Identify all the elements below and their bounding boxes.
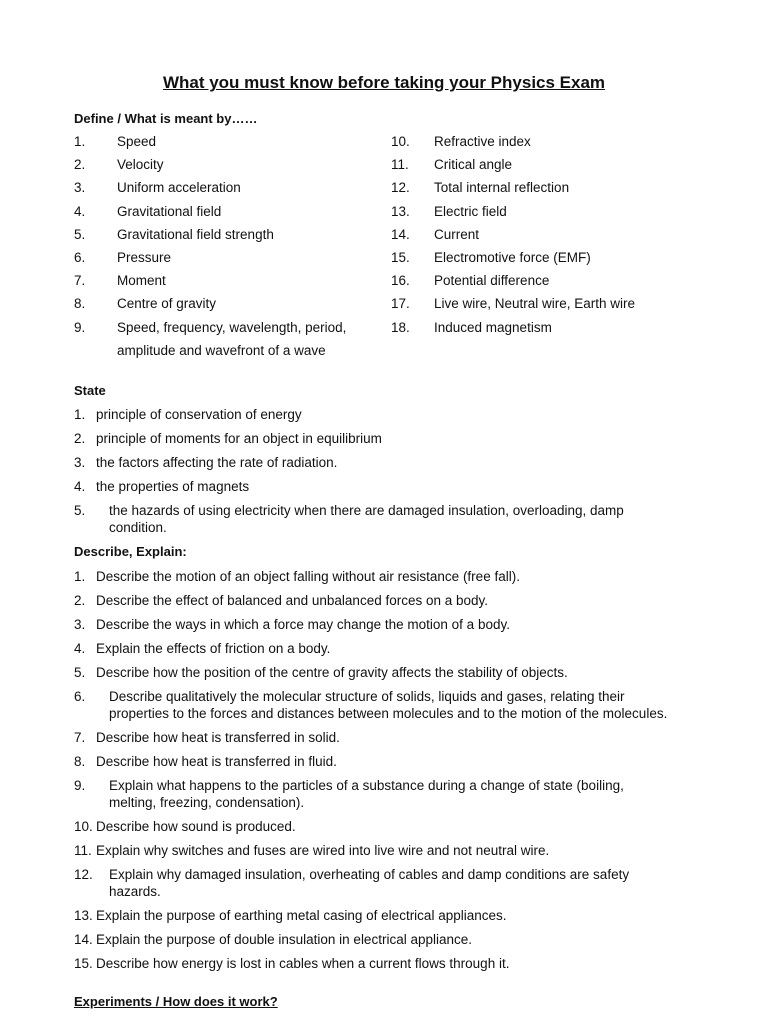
item-number: 17. (391, 296, 410, 312)
item-number: 2. (74, 593, 86, 608)
item-text: Gravitational field (117, 203, 222, 219)
item-number: 8. (74, 296, 86, 312)
item-text: Explain the effects of friction on a body. (96, 641, 331, 656)
list-item (74, 842, 674, 859)
item-number: 12. (391, 180, 410, 196)
item-text: Electric field (434, 203, 507, 219)
list-item (74, 406, 674, 423)
item-text: Pressure (117, 250, 172, 266)
item-number: 12. (74, 867, 93, 882)
item-number: 2. (74, 157, 86, 173)
define-item (391, 223, 691, 246)
page-title: What you must know before taking your Physics Exam (162, 73, 606, 92)
define-item (74, 292, 384, 315)
list-item (74, 592, 674, 609)
experiments-heading: Experiments / How does it work? (74, 994, 278, 1009)
item-text: Current (434, 226, 480, 242)
list-item (74, 640, 674, 657)
item-text: Explain why damaged insulation, overheating of cables and damp conditions are safety hazards. (109, 867, 630, 899)
define-item (74, 130, 384, 153)
list-item (74, 616, 674, 633)
list-item (74, 664, 674, 681)
state-heading: State (74, 383, 106, 398)
item-text: the properties of magnets (96, 479, 250, 494)
item-number: 15. (391, 250, 410, 266)
item-text: Describe how sound is produced. (96, 819, 296, 834)
item-text: Speed (117, 134, 157, 149)
item-text: Electromotive force (EMF) (434, 250, 591, 266)
list-item (74, 777, 674, 811)
item-number: 11. (391, 157, 409, 173)
define-item (74, 200, 384, 223)
item-number: 3. (74, 180, 86, 196)
define-heading: Define / What is meant by…… (74, 111, 258, 126)
item-text: Describe how energy is lost in cables when a current flows through it. (96, 956, 510, 971)
item-text: Gravitational field strength (117, 226, 274, 242)
list-item (74, 454, 674, 471)
item-text: Refractive index (434, 134, 531, 149)
define-list-left (74, 130, 384, 362)
item-number: 4. (74, 479, 86, 494)
item-text: Describe qualitatively the molecular structure of solids, liquids and gases, relating their properties to the forces and distances between molecules and to the motion of the molecules. (109, 689, 668, 721)
item-text: Describe how heat is transferred in solid. (96, 730, 340, 745)
list-item (74, 430, 674, 447)
item-number: 2. (74, 431, 86, 446)
item-text: Explain why switches and fuses are wired into live wire and not neutral wire. (96, 843, 550, 858)
item-number: 3. (74, 617, 86, 632)
item-number: 9. (74, 319, 86, 335)
item-text: Explain what happens to the particles of a substance during a change of state (boiling, melting, freezing, condensation). (109, 778, 624, 810)
item-number: 9. (74, 778, 86, 793)
item-number: 5. (74, 665, 86, 680)
item-number: 7. (74, 730, 86, 745)
item-text: Describe how the position of the centre of gravity affects the stability of objects. (96, 665, 568, 680)
item-number: 4. (74, 203, 86, 219)
list-item (74, 955, 674, 972)
item-text: Speed, frequency, wavelength, period, amplitude and wavefront of a wave (117, 319, 347, 358)
item-text: Uniform acceleration (117, 180, 241, 196)
define-item (391, 176, 691, 199)
item-number: 5. (74, 226, 86, 242)
item-number: 11. (74, 843, 92, 858)
item-number: 7. (74, 273, 86, 289)
list-item (74, 502, 674, 536)
item-text: Live wire, Neutral wire, Earth wire (434, 296, 636, 312)
item-number: 14. (74, 932, 93, 947)
define-item (74, 246, 384, 269)
item-text: principle of conservation of energy (96, 407, 302, 422)
item-text: the factors affecting the rate of radiation. (96, 455, 338, 470)
describe-list (74, 568, 674, 979)
define-item (391, 153, 691, 176)
list-item (74, 568, 674, 585)
define-item (74, 176, 384, 199)
define-list-right (391, 130, 691, 339)
item-number: 18. (391, 319, 410, 335)
item-number: 8. (74, 754, 86, 769)
define-item (74, 153, 384, 176)
item-text: the hazards of using electricity when there are damaged insulation, overloading, damp condition. (109, 503, 624, 535)
item-text: Describe the effect of balanced and unbalanced forces on a body. (96, 593, 489, 608)
list-item (74, 688, 674, 722)
define-item (391, 269, 691, 292)
item-number: 3. (74, 455, 86, 470)
item-text: Critical angle (434, 157, 513, 173)
item-number: 1. (74, 569, 86, 584)
item-number: 15. (74, 956, 93, 971)
list-item (74, 866, 674, 900)
define-item (391, 130, 691, 153)
item-number: 10. (74, 819, 93, 834)
item-number: 13. (74, 908, 93, 923)
item-text: Explain the purpose of earthing metal casing of electrical appliances. (96, 908, 507, 923)
item-text: Describe the motion of an object falling without air resistance (free fall). (96, 569, 520, 584)
item-number: 6. (74, 689, 86, 704)
list-item (74, 478, 674, 495)
item-number: 16. (391, 273, 410, 289)
define-item (391, 292, 691, 315)
define-item (74, 316, 384, 362)
list-item (74, 753, 674, 770)
item-number: 1. (74, 134, 86, 149)
item-number: 10. (391, 134, 410, 149)
list-item (74, 729, 674, 746)
list-item (74, 907, 674, 924)
describe-heading: Describe, Explain: (74, 544, 187, 559)
item-text: Velocity (117, 157, 164, 173)
define-item (391, 246, 691, 269)
item-text: Induced magnetism (434, 319, 552, 335)
item-number: 4. (74, 641, 86, 656)
item-text: Describe how heat is transferred in fluid. (96, 754, 337, 769)
item-number: 5. (74, 503, 86, 518)
item-text: Describe the ways in which a force may change the motion of a body. (96, 617, 510, 632)
item-text: Centre of gravity (117, 296, 217, 312)
item-number: 1. (74, 407, 86, 422)
state-list (74, 406, 674, 543)
define-item (74, 223, 384, 246)
item-text: Potential difference (434, 273, 550, 289)
list-item (74, 818, 674, 835)
item-text: principle of moments for an object in equilibrium (96, 431, 382, 446)
item-number: 6. (74, 250, 86, 266)
define-item (391, 316, 691, 339)
define-item (391, 200, 691, 223)
item-text: Moment (117, 273, 166, 289)
define-item (74, 269, 384, 292)
item-text: Explain the purpose of double insulation in electrical appliance. (96, 932, 472, 947)
item-text: Total internal reflection (434, 180, 570, 196)
item-number: 14. (391, 226, 410, 242)
item-number: 13. (391, 203, 410, 219)
list-item (74, 931, 674, 948)
